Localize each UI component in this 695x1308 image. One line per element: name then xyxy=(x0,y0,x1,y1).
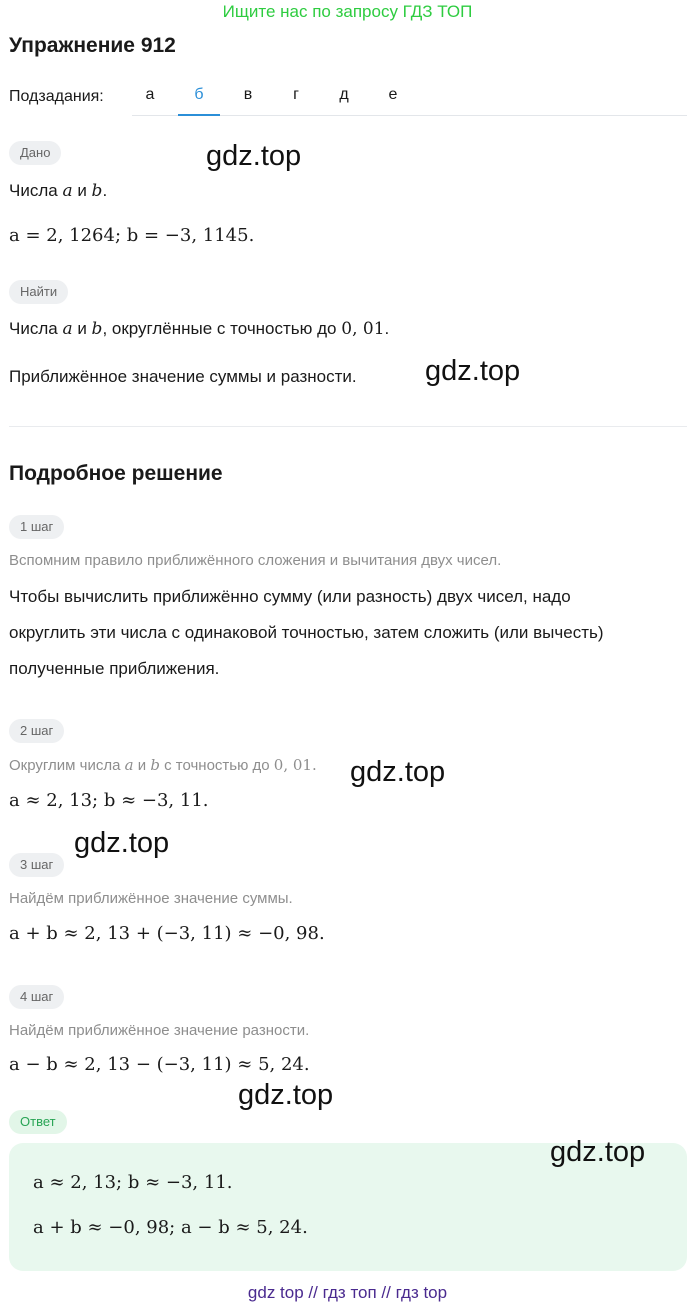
given-badge: Дано xyxy=(9,141,61,165)
watermark-text: gdz.top xyxy=(206,140,302,172)
subtasks-label: Подзадания: xyxy=(9,88,104,105)
watermark-text: gdz.top xyxy=(425,355,521,387)
step-2-badge: 2 шаг xyxy=(9,719,64,743)
answer-line-1: a ≈ 2, 13; b ≈ −3, 11. xyxy=(33,1172,233,1193)
tab-g[interactable]: г xyxy=(293,86,299,103)
find-badge: Найти xyxy=(9,280,68,304)
exercise-title: Упражнение 912 xyxy=(9,34,176,57)
find-line-1: Числа a и b, округлённые с точностью до 0, 01. xyxy=(9,319,390,339)
tab-a[interactable]: а xyxy=(145,86,155,103)
step-3-hint: Найдём приближённое значение суммы. xyxy=(9,890,293,907)
search-banner: Ищите нас по запросу ГДЗ ТОП xyxy=(222,2,473,21)
find-line-2: Приближённое значение суммы и разности. xyxy=(9,367,357,386)
step-1-badge: 1 шаг xyxy=(9,515,64,539)
tab-d[interactable]: д xyxy=(339,86,349,103)
answer-line-2: a + b ≈ −0, 98; a − b ≈ 5, 24. xyxy=(33,1217,308,1238)
step-1-line-3: полученные приближения. xyxy=(9,659,220,678)
step-2-hint: Округлим числа a и b с точностью до 0, 01. xyxy=(9,756,317,774)
given-formula: a = 2, 1264; b = −3, 1145. xyxy=(9,225,255,246)
watermark-text: gdz.top xyxy=(550,1136,646,1168)
step-1-line-2: округлить эти числа с одинаковой точностью, затем сложить (или вычесть) xyxy=(9,623,604,642)
tab-v[interactable]: в xyxy=(243,86,253,103)
tab-b[interactable]: б xyxy=(178,86,220,116)
step-3-badge: 3 шаг xyxy=(9,853,64,877)
step-2-formula: a ≈ 2, 13; b ≈ −3, 11. xyxy=(9,790,209,811)
step-4-badge: 4 шаг xyxy=(9,985,64,1009)
watermark-text: gdz.top xyxy=(74,827,170,859)
section-divider xyxy=(9,426,687,427)
watermark-text: gdz.top xyxy=(350,756,446,788)
step-4-hint: Найдём приближённое значение разности. xyxy=(9,1022,310,1039)
given-numbers-line: Числа a и b. xyxy=(9,181,108,201)
step-3-formula: a + b ≈ 2, 13 + (−3, 11) ≈ −0, 98. xyxy=(9,923,325,944)
footer-links[interactable]: gdz top // гдз топ // гдз top xyxy=(247,1283,448,1302)
step-1-hint: Вспомним правило приближённого сложения и вычитания двух чисел. xyxy=(9,552,502,569)
watermark-text: gdz.top xyxy=(238,1079,334,1111)
solution-title: Подробное решение xyxy=(9,462,223,485)
tab-e[interactable]: е xyxy=(388,86,398,103)
step-4-formula: a − b ≈ 2, 13 − (−3, 11) ≈ 5, 24. xyxy=(9,1054,310,1075)
step-1-line-1: Чтобы вычислить приближённо сумму (или разность) двух чисел, надо xyxy=(9,587,571,606)
answer-badge: Ответ xyxy=(9,1110,67,1134)
